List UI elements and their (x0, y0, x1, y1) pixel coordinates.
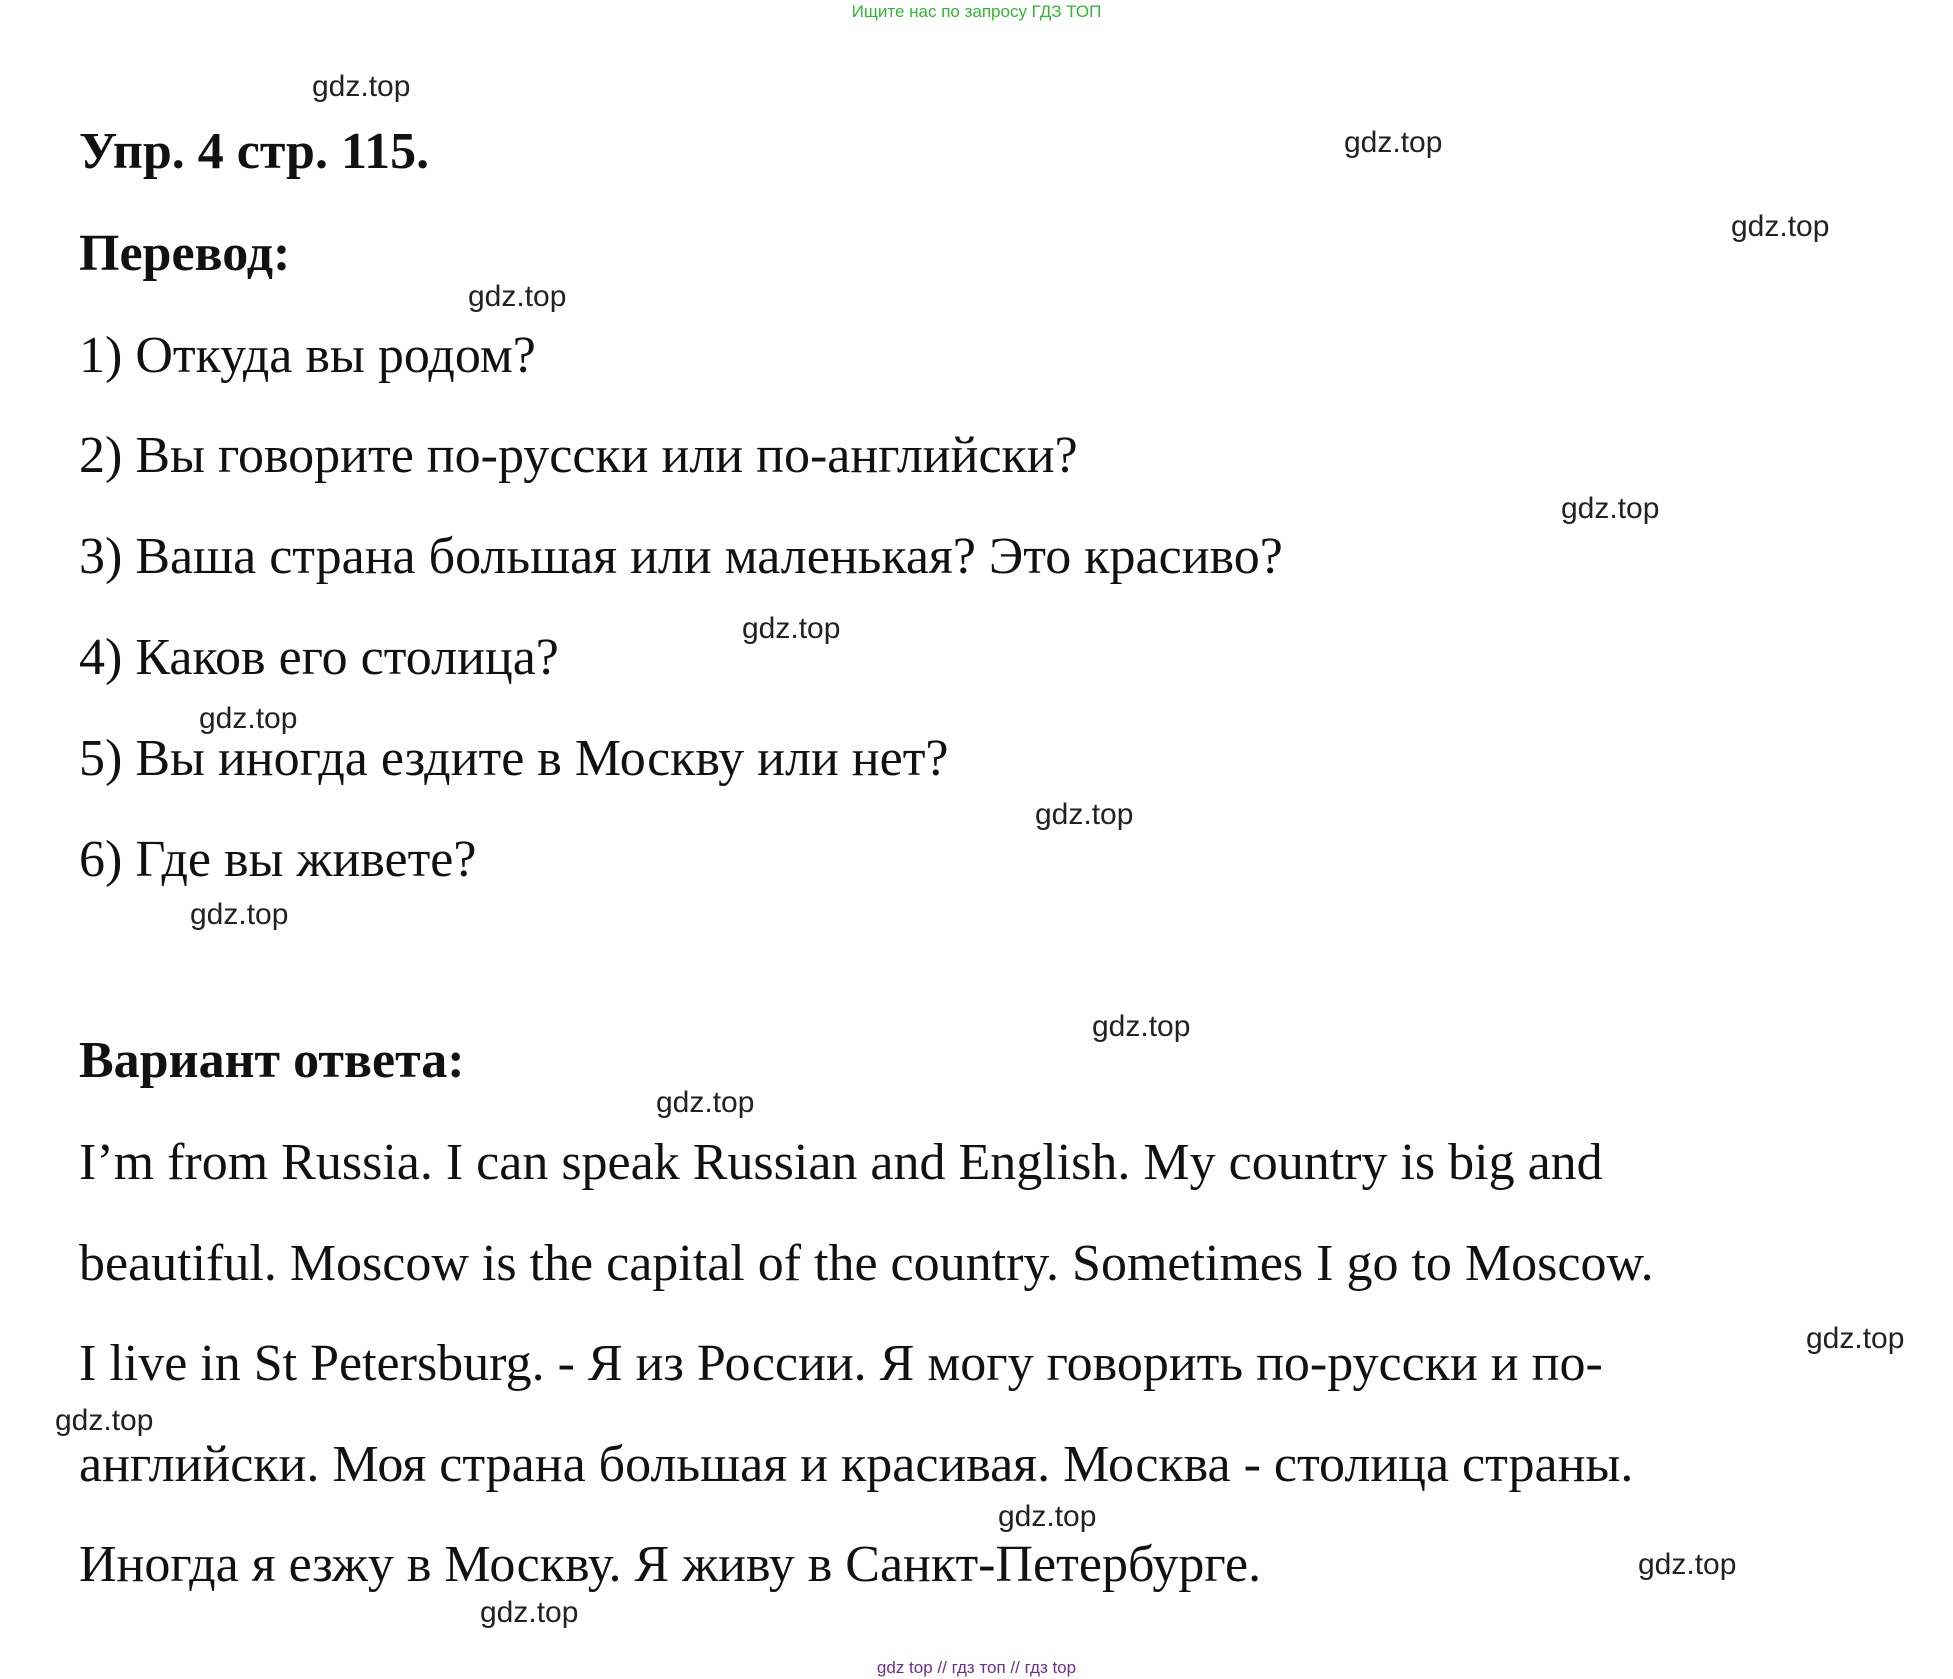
watermark: gdz.top (55, 1404, 154, 1437)
watermark: gdz.top (1092, 1010, 1191, 1043)
question-3: 3) Ваша страна большая или маленькая? Это красиво? (79, 528, 1283, 585)
watermark: gdz.top (199, 702, 298, 735)
watermark: gdz.top (1561, 492, 1660, 525)
page-title: Упр. 4 стр. 115. (79, 123, 430, 180)
question-2: 2) Вы говорите по-русски или по-английски? (79, 427, 1078, 484)
watermark: gdz.top (480, 1596, 579, 1629)
watermark: gdz.top (312, 70, 411, 103)
watermark: gdz.top (1806, 1322, 1905, 1355)
top-banner: Ищите нас по запросу ГДЗ ТОП (851, 2, 1102, 21)
watermark: gdz.top (998, 1500, 1097, 1533)
answer-line-2: beautiful. Moscow is the capital of the country. Sometimes I go to Moscow. (79, 1235, 1654, 1292)
watermark: gdz.top (1035, 798, 1134, 831)
question-6: 6) Где вы живете? (79, 831, 477, 888)
watermark: gdz.top (190, 898, 289, 931)
watermark: gdz.top (1344, 126, 1443, 159)
answer-line-1: I’m from Russia. I can speak Russian and English. My country is big and (79, 1134, 1603, 1191)
answer-line-3: I live in St Petersburg. - Я из России. Я могу говорить по-русски и по- (79, 1335, 1603, 1392)
answer-line-4: английски. Моя страна большая и красивая. Москва - столица страны. (79, 1436, 1634, 1493)
answer-heading: Вариант ответа: (79, 1032, 465, 1089)
watermark: gdz.top (468, 280, 567, 313)
answer-line-5: Иногда я езжу в Москву. Я живу в Санкт-Петербурге. (79, 1536, 1262, 1593)
watermark: gdz.top (656, 1086, 755, 1119)
question-4: 4) Каков его столица? (79, 629, 559, 686)
translation-heading: Перевод: (79, 225, 291, 282)
watermark: gdz.top (1638, 1548, 1737, 1581)
question-5: 5) Вы иногда ездите в Москву или нет? (79, 730, 949, 787)
footer-links: gdz top // гдз топ // гдз top (876, 1658, 1077, 1677)
question-1: 1) Откуда вы родом? (79, 327, 536, 384)
watermark: gdz.top (742, 612, 841, 645)
watermark: gdz.top (1731, 210, 1830, 243)
